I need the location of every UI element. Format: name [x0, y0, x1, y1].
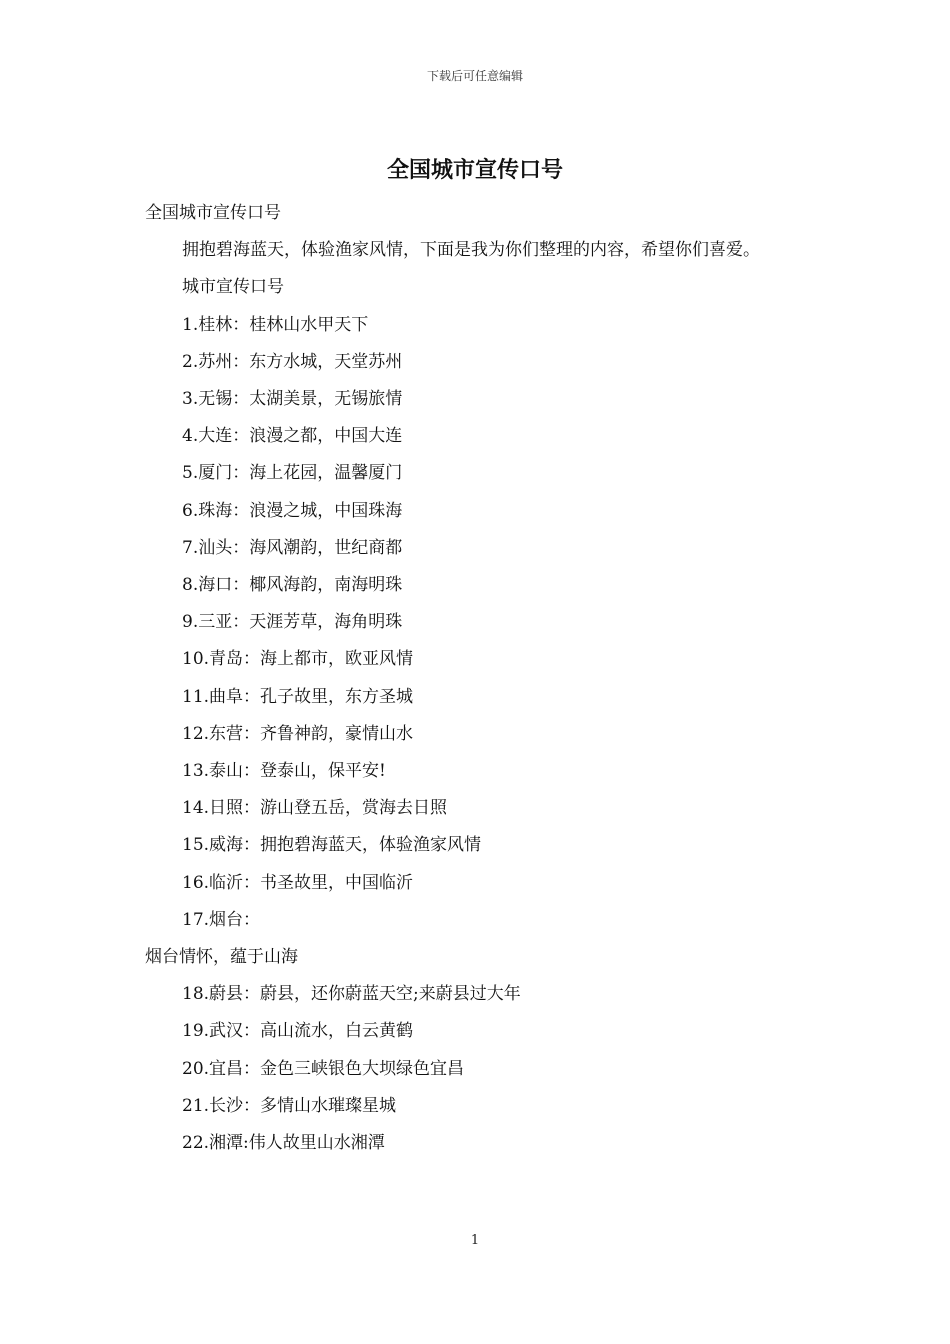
slogan-item: 8.海口：椰风海韵，南海明珠: [182, 575, 403, 596]
document-body: [145, 195, 810, 1162]
slogan-item: 16.临沂：书圣故里，中国临沂: [182, 872, 414, 893]
slogan-item: 22.湘潭:伟人故里山水湘潭: [182, 1133, 385, 1154]
document-title: 全国城市宣传口号: [386, 158, 563, 183]
slogan-item: 5.厦门：海上花园，温馨厦门: [182, 463, 403, 484]
slogan-item: 9.三亚：天涯芳草，海角明珠: [182, 612, 403, 633]
slogan-item: 17.烟台：: [182, 909, 261, 930]
slogan-item: 20.宜昌：金色三峡银色大坝绿色宜昌: [182, 1058, 465, 1079]
slogan-item: 6.珠海：浪漫之城，中国珠海: [182, 500, 403, 521]
page-number: 1: [470, 1233, 480, 1248]
slogan-item: 7.汕头：海风潮韵，世纪商都: [182, 537, 403, 558]
slogan-item: 19.武汉：高山流水，白云黄鹤: [182, 1021, 414, 1042]
slogan-item: 18.蔚县：蔚县，还你蔚蓝天空;来蔚县过大年: [182, 984, 521, 1005]
slogan-item: 14.日照：游山登五岳，赏海去日照: [182, 798, 448, 819]
slogan-item: 15.威海：拥抱碧海蓝天，体验渔家风情: [182, 835, 482, 856]
slogan-continuation: 烟台情怀，蕴于山海: [145, 947, 298, 968]
intro-paragraph: 拥抱碧海蓝天，体验渔家风情，下面是我为你们整理的内容，希望你们喜爱。: [182, 240, 760, 261]
slogan-item: 12.东营：齐鲁神韵，豪情山水: [182, 723, 414, 744]
slogan-item: 4.大连：浪漫之都，中国大连: [182, 426, 403, 447]
slogan-item: 11.曲阜：孔子故里，东方圣城: [182, 686, 414, 707]
section-heading: 城市宣传口号: [182, 277, 284, 298]
slogan-item: 2.苏州：东方水城，天堂苏州: [182, 351, 403, 372]
slogan-item: 1.桂林：桂林山水甲天下: [182, 314, 369, 335]
page-header-note: 下载后可任意编辑: [426, 69, 523, 83]
subtitle-line: 全国城市宣传口号: [145, 203, 281, 223]
slogan-item: 3.无锡：太湖美景，无锡旅情: [182, 389, 403, 410]
slogan-item: 10.青岛：海上都市，欧亚风情: [182, 649, 414, 670]
slogan-item: 21.长沙：多情山水璀璨星城: [182, 1095, 397, 1116]
slogan-item: 13.泰山：登泰山，保平安!: [182, 761, 386, 782]
